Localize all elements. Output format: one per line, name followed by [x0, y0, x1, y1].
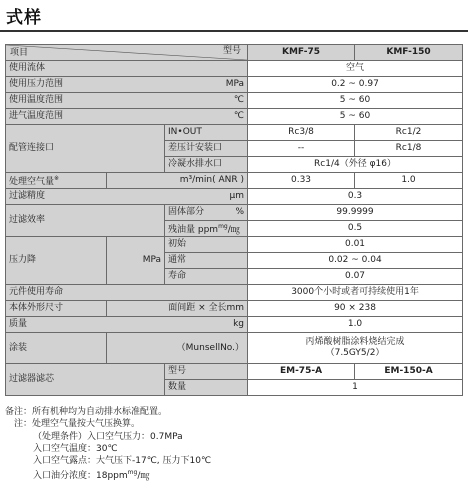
sub-label: 数量: [165, 380, 248, 396]
title-underline: [0, 30, 468, 32]
row-label: 使用温度范围: [9, 95, 64, 105]
note-line: 注：处理空气量按大气压换算。: [5, 419, 141, 430]
row-value: 5 ~ 60: [248, 109, 463, 125]
row-coating: [6, 333, 463, 364]
row-efficiency-solid: [6, 205, 463, 221]
note-line: 入口油分浓度：18ppm: [33, 471, 128, 482]
note-line: （处理条件）入口空气压力：0.7MPa: [33, 431, 183, 442]
row-unit: MPa: [107, 237, 165, 285]
sub-label: 固体部分: [168, 207, 205, 217]
row-label: 质量: [9, 319, 28, 329]
row-capacity: [6, 173, 463, 189]
value-kmf150: 1.0: [355, 173, 463, 189]
sub-label: IN•OUT: [165, 125, 248, 141]
coating-line-1: 丙烯酸树脂涂料烧结完成: [305, 337, 405, 347]
note-unit-sup: mg: [127, 469, 138, 477]
note-mark: ※: [54, 175, 60, 182]
row-unit: m³/min( ANR ): [107, 173, 248, 189]
header-kmf75: KMF-75: [248, 45, 355, 61]
coating-line-2: （7.5GY5/2）: [325, 348, 385, 358]
row-pd-initial: [6, 237, 463, 253]
sub-unit: %: [235, 207, 245, 217]
row-value: 0.07: [248, 269, 463, 285]
row-label: 配管连接口: [6, 125, 165, 173]
row-value: Rc1/4（外径 φ16）: [248, 157, 463, 173]
row-element-model: [6, 364, 463, 380]
sub-label: 寿命: [165, 269, 248, 285]
value-kmf150: EM-150-A: [355, 364, 463, 380]
row-value: 1: [248, 380, 463, 396]
sub-label: 初始: [165, 237, 248, 253]
value-kmf75: 0.33: [248, 173, 355, 189]
row-value: 空气: [248, 61, 463, 77]
row-unit: μm: [229, 191, 245, 201]
row-value: 0.2 ~ 0.97: [248, 77, 463, 93]
row-unit: （MunsellNo.）: [107, 333, 248, 364]
row-label: 过滤效率: [6, 205, 165, 237]
row-mass: [6, 317, 463, 333]
note-line: 入口空气露点：大气压下-17℃, 压力下10℃: [33, 456, 212, 467]
row-label: 压力降: [6, 237, 107, 285]
sub-unit-sub: /㎎: [227, 225, 240, 235]
sub-label: 型号: [165, 364, 248, 380]
row-label: 涂装: [6, 333, 107, 364]
row-value: 5 ~ 60: [248, 93, 463, 109]
sub-unit-sup: mg: [218, 223, 228, 230]
row-label: 本体外形尺寸: [6, 301, 107, 317]
row-label: 过滤精度: [9, 191, 46, 201]
sub-label: 冷凝水排水口: [165, 157, 248, 173]
row-label: 进气温度范围: [9, 111, 64, 121]
row-unit: MPa: [225, 79, 245, 89]
row-value: 0.02 ~ 0.04: [248, 253, 463, 269]
row-medium: [6, 61, 463, 77]
header-model-label: 型号: [223, 46, 242, 56]
row-label: 元件使用寿命: [6, 285, 248, 301]
row-label: 使用流体: [6, 61, 248, 77]
row-dimensions: [6, 301, 463, 317]
note-unit-sub: /㎎: [137, 471, 150, 482]
row-inlet-temp: [6, 109, 463, 125]
row-value: 0.3: [248, 189, 463, 205]
value-kmf150: Rc1/8: [355, 141, 463, 157]
row-label: 处理空气量: [9, 177, 55, 187]
notes: [5, 406, 211, 483]
spec-table: [5, 44, 463, 396]
header-row: [6, 45, 463, 61]
header-kmf150: KMF-150: [355, 45, 463, 61]
row-value: 0.01: [248, 237, 463, 253]
row-value: 3000个小时或者可持续使用1年: [248, 285, 463, 301]
row-pressure: [6, 77, 463, 93]
row-unit: ℃: [233, 95, 245, 105]
header-corner-cell: [6, 45, 248, 61]
value-kmf150: Rc1/2: [355, 125, 463, 141]
row-precision: [6, 189, 463, 205]
row-label: 使用压力范围: [9, 79, 64, 89]
diagonal-line: [6, 45, 247, 60]
row-value: 99.9999: [248, 205, 463, 221]
value-kmf75: Rc3/8: [248, 125, 355, 141]
row-value: 0.5: [248, 221, 463, 237]
row-port-inout: [6, 125, 463, 141]
row-unit: kg: [233, 319, 245, 329]
value-kmf75: EM-75-A: [248, 364, 355, 380]
row-value: 1.0: [248, 317, 463, 333]
row-temp: [6, 93, 463, 109]
sub-label: 残油量 ppm: [168, 225, 219, 235]
sub-label: 通常: [165, 253, 248, 269]
value-kmf75: --: [248, 141, 355, 157]
row-label: 过滤器滤芯: [6, 364, 165, 396]
page-title: 式样: [6, 8, 42, 28]
header-item-label: 项目: [10, 48, 29, 58]
note-line: 备注：所有机种均为自动排水标准配置。: [5, 407, 168, 417]
row-element-life: [6, 285, 463, 301]
row-unit: ℃: [233, 111, 245, 121]
row-value: 90 × 238: [248, 301, 463, 317]
note-line: 入口空气温度：30℃: [33, 443, 118, 454]
row-unit: 面间距 × 全长mm: [107, 301, 248, 317]
sub-label: 差压计安装口: [165, 141, 248, 157]
